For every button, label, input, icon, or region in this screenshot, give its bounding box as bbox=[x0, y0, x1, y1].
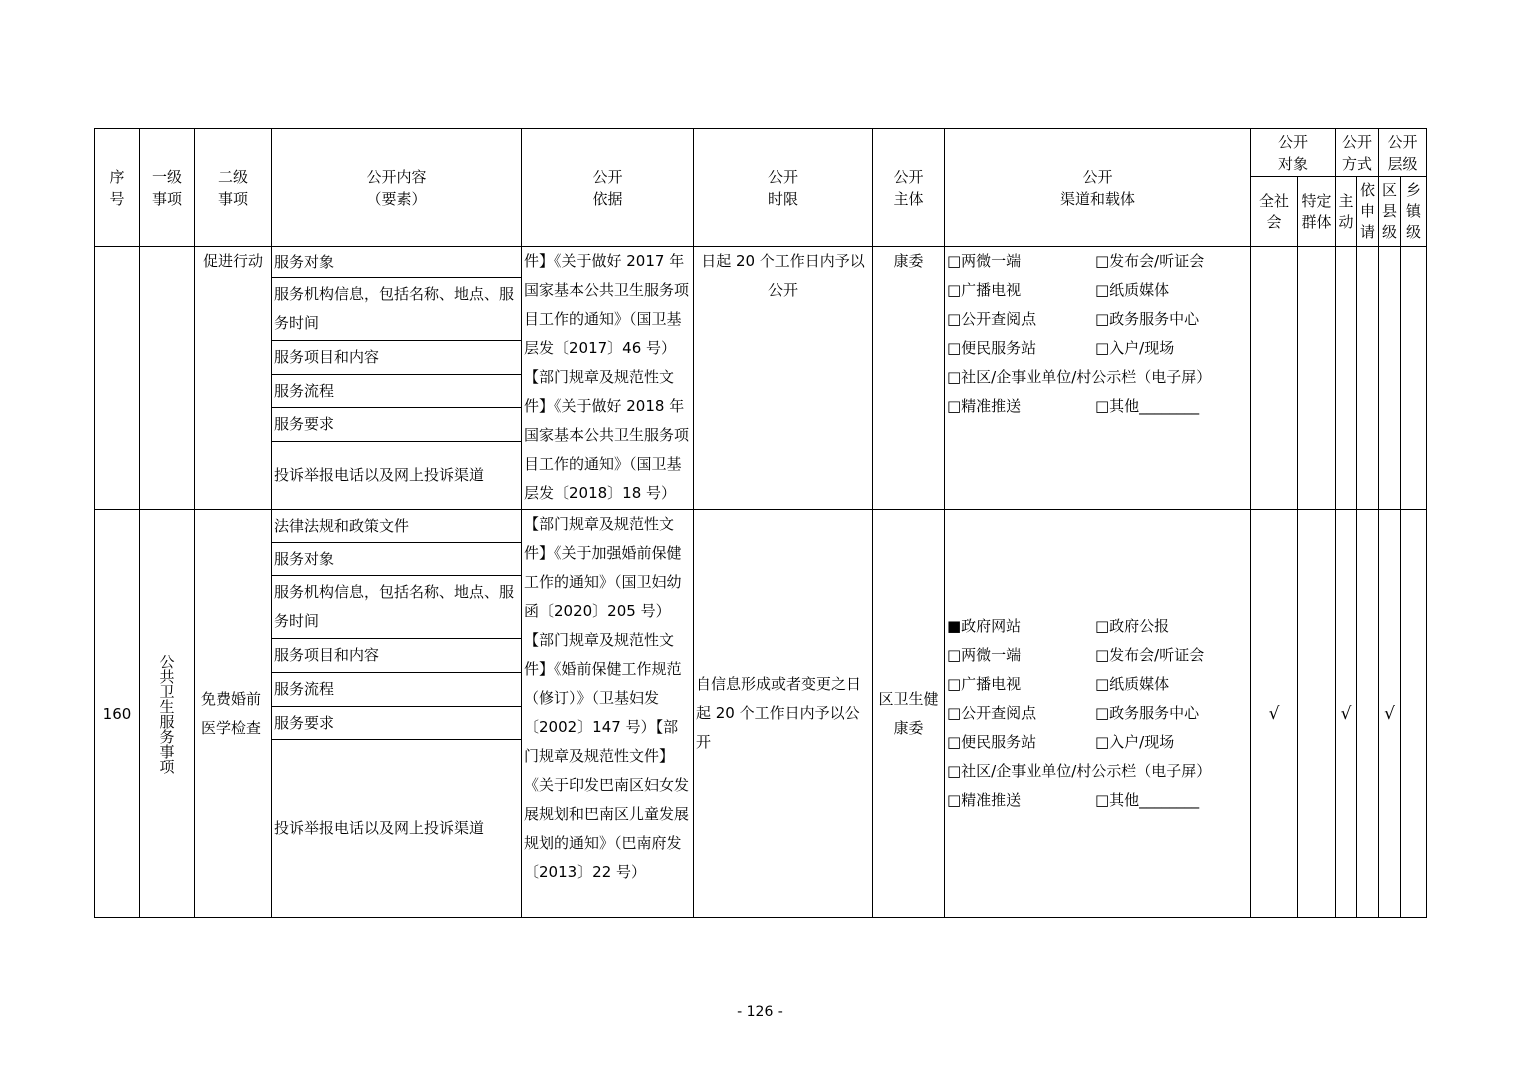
header-basis: 公开 依据 bbox=[522, 129, 694, 247]
channel-option: □两微一端 bbox=[947, 646, 1022, 664]
s2-item-5: 服务要求 bbox=[272, 707, 522, 740]
channel-option: ■政府网站 bbox=[947, 617, 1022, 635]
channel-option: □精准推送 bbox=[947, 397, 1022, 415]
header-method-request: 依 申 请 bbox=[1357, 177, 1379, 247]
channel-option: □其他________ bbox=[1095, 397, 1200, 415]
header-target-all: 全社 会 bbox=[1251, 177, 1298, 247]
channel-option: □纸质媒体 bbox=[1095, 675, 1170, 693]
s1-item-5: 投诉举报电话以及网上投诉渠道 bbox=[272, 442, 522, 510]
s2-item-0: 法律法规和政策文件 bbox=[272, 510, 522, 543]
channel-option: □广播电视 bbox=[947, 675, 1022, 693]
header-method: 公开 方式 bbox=[1336, 129, 1379, 177]
s1-target-all bbox=[1251, 247, 1298, 510]
s2-item-1: 服务对象 bbox=[272, 543, 522, 576]
header-level1: 一级 事项 bbox=[140, 129, 195, 247]
s1-channel-row bbox=[947, 305, 1250, 334]
channel-option: □便民服务站 bbox=[947, 733, 1037, 751]
channel-option: □社区/企事业单位/村公示栏（电子屏） bbox=[947, 762, 1212, 780]
header-level2: 二级 事项 bbox=[195, 129, 272, 247]
header-subject: 公开 主体 bbox=[873, 129, 945, 247]
s2-item-6: 投诉举报电话以及网上投诉渠道 bbox=[272, 740, 522, 918]
channel-option: □入户/现场 bbox=[1095, 339, 1175, 357]
header-target: 公开 对象 bbox=[1251, 129, 1336, 177]
s2-method-request-check bbox=[1357, 510, 1379, 918]
channel-option: □广播电视 bbox=[947, 281, 1022, 299]
channel-option: □公开查阅点 bbox=[947, 310, 1037, 328]
s1-basis: 件】《关于做好 2017 年国家基本公共卫生服务项目工作的通知》（国卫基层发〔2017〕46 号）【部门规章及规范性文件】《关于做好 2018 年国家基本公共卫生服务项目工作的通知》（国卫基层发〔2018〕18 号） bbox=[522, 247, 694, 510]
s2-target-all-check: √ bbox=[1251, 510, 1298, 918]
s2-layer-county-check: √ bbox=[1379, 510, 1401, 918]
s1-method-request bbox=[1357, 247, 1379, 510]
s1-method-active bbox=[1336, 247, 1357, 510]
s1-channels bbox=[945, 247, 1251, 510]
s2-item-3: 服务项目和内容 bbox=[272, 639, 522, 673]
s1-channel-row bbox=[947, 247, 1250, 276]
s1-target-specific bbox=[1298, 247, 1336, 510]
s2-channel-row bbox=[947, 699, 1250, 728]
header-layer-county: 区 县 级 bbox=[1379, 177, 1401, 247]
s2-channel-row bbox=[947, 757, 1250, 786]
channel-option: □社区/企事业单位/村公示栏（电子屏） bbox=[947, 368, 1212, 386]
s2-deadline: 自信息形成或者变更之日起 20 个工作日内予以公开 bbox=[694, 510, 873, 918]
s2-channel-row bbox=[947, 612, 1250, 641]
header-seq: 序 号 bbox=[95, 129, 140, 247]
header-deadline: 公开 时限 bbox=[694, 129, 873, 247]
channel-option: □其他________ bbox=[1095, 791, 1200, 809]
s1-channel-row bbox=[947, 363, 1250, 392]
s2-target-specific-check bbox=[1298, 510, 1336, 918]
s2-channel-row bbox=[947, 641, 1250, 670]
s2-layer-town-check bbox=[1401, 510, 1427, 918]
s1-channel-row bbox=[947, 276, 1250, 305]
s2-channel-row bbox=[947, 670, 1250, 699]
header-target-specific: 特定 群体 bbox=[1298, 177, 1336, 247]
channel-option: □精准推送 bbox=[947, 791, 1022, 809]
channel-option: □政府公报 bbox=[1095, 617, 1170, 635]
s2-item-4: 服务流程 bbox=[272, 673, 522, 707]
channel-option: □两微一端 bbox=[947, 252, 1022, 270]
channel-option: □便民服务站 bbox=[947, 339, 1037, 357]
s1-layer-county bbox=[1379, 247, 1401, 510]
header-content: 公开内容 （要素） bbox=[272, 129, 522, 247]
s2-item-2: 服务机构信息，包括名称、地点、服务时间 bbox=[272, 576, 522, 639]
header-layer: 公开 层级 bbox=[1379, 129, 1427, 177]
s1-item-3: 服务流程 bbox=[272, 375, 522, 408]
channel-option: □政务服务中心 bbox=[1095, 310, 1200, 328]
s2-subject: 区卫生健康委 bbox=[873, 510, 945, 918]
s1-item-2: 服务项目和内容 bbox=[272, 341, 522, 375]
s1-channel-row bbox=[947, 334, 1250, 363]
header-method-active: 主 动 bbox=[1336, 177, 1357, 247]
s2-level1-cell bbox=[140, 510, 195, 918]
s2-seq: 160 bbox=[95, 510, 140, 918]
s1-deadline: 日起 20 个工作日内予以 公开 bbox=[694, 247, 873, 510]
s1-item-1: 服务机构信息，包括名称、地点、服务时间 bbox=[272, 278, 522, 341]
channel-option: □入户/现场 bbox=[1095, 733, 1175, 751]
s2-level2: 免费婚前医学检查 bbox=[195, 510, 272, 918]
s1-item-4: 服务要求 bbox=[272, 408, 522, 442]
channel-option: □发布会/听证会 bbox=[1095, 252, 1205, 270]
s1-channel-row bbox=[947, 392, 1250, 421]
s1-level1 bbox=[140, 247, 195, 510]
s2-method-active-check: √ bbox=[1336, 510, 1357, 918]
s2-channel-row bbox=[947, 786, 1250, 815]
channel-option: □公开查阅点 bbox=[947, 704, 1037, 722]
s2-channel-row bbox=[947, 728, 1250, 757]
page-number: - 126 - bbox=[737, 1004, 783, 1020]
s1-item-0: 服务对象 bbox=[272, 247, 522, 278]
header-channels: 公开 渠道和载体 bbox=[945, 129, 1251, 247]
s1-subject: 康委 bbox=[873, 247, 945, 510]
s1-layer-town bbox=[1401, 247, 1427, 510]
s2-basis: 【部门规章及规范性文件】《关于加强婚前保健工作的通知》（国卫妇幼函〔2020〕205 号）【部门规章及规范性文件】《婚前保健工作规范（修订）》（卫基妇发〔2002〕147 号）【部门规章及规范性文件】《关于印发巴南区妇女发展规划和巴南区儿童发展规划的通知》（巴南府发〔2013〕22 号） bbox=[522, 510, 694, 918]
channel-option: □纸质媒体 bbox=[1095, 281, 1170, 299]
s1-level2: 促进行动 bbox=[195, 247, 272, 510]
s1-seq bbox=[95, 247, 140, 510]
header-layer-town: 乡 镇 级 bbox=[1401, 177, 1427, 247]
s2-level1: 公共卫生服务事项 bbox=[157, 653, 176, 774]
s2-channels bbox=[945, 510, 1251, 918]
channel-option: □政务服务中心 bbox=[1095, 704, 1200, 722]
channel-option: □发布会/听证会 bbox=[1095, 646, 1205, 664]
disclosure-table bbox=[94, 128, 1427, 918]
